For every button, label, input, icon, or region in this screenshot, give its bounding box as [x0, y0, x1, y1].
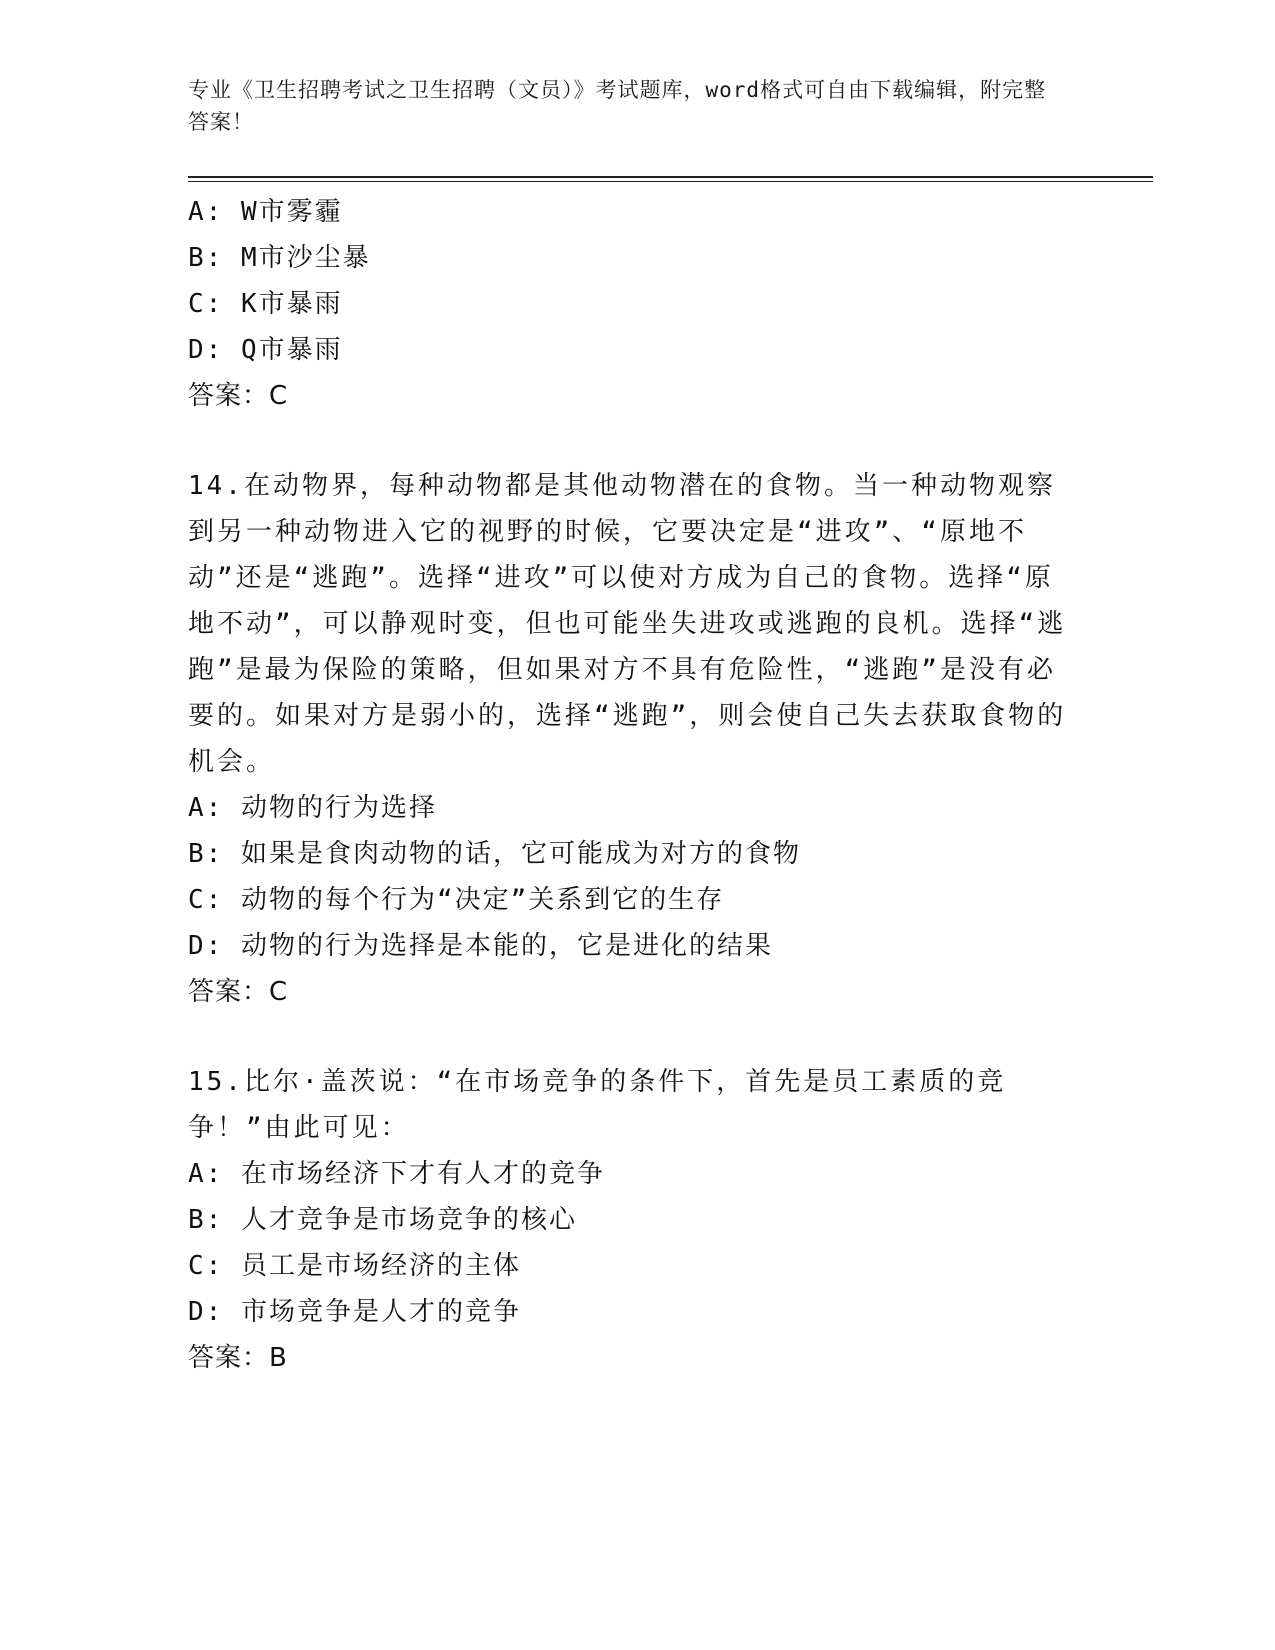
option-c: C: 动物的每个行为“决定”关系到它的生存 [188, 885, 725, 915]
option-b: B: 人才竞争是市场竞争的核心 [188, 1205, 577, 1235]
option-a: A: W市雾霾 [188, 197, 343, 227]
spacer [188, 419, 1068, 463]
header-divider-thin [188, 181, 1153, 182]
question-13-answer: 答案：C [188, 381, 289, 411]
option-a: A: 在市场经济下才有人才的竞争 [188, 1159, 605, 1189]
option-d: D: 市场竞争是人才的竞争 [188, 1297, 521, 1327]
option-a: A: 动物的行为选择 [188, 793, 437, 823]
option-b: B: 如果是食肉动物的话，它可能成为对方的食物 [188, 839, 801, 869]
option-d: D: 动物的行为选择是本能的，它是进化的结果 [188, 931, 773, 961]
option-c: C: 员工是市场经济的主体 [188, 1251, 521, 1281]
question-15-stem: 15.比尔·盖茨说：“在市场竞争的条件下，首先是员工素质的竞争！”由此可见： [188, 1067, 1007, 1143]
option-c: C: K市暴雨 [188, 289, 343, 319]
question-15-options [188, 1151, 1068, 1335]
question-content [188, 189, 1068, 1381]
spacer [188, 1015, 1068, 1059]
question-14-stem: 14.在动物界，每种动物都是其他动物潜在的食物。当一种动物观察到另一种动物进入它的视野的时候，它要决定是“进攻”、“原地不动”还是“逃跑”。选择“进攻”可以使对方成为自己的食物。选择“原地不动”，可以静观时变，但也可能坐失进攻或逃跑的良机。选择“逃跑”是最为保险的策略，但如果对方不具有危险性，“逃跑”是没有必要的。如果对方是弱小的，选择“逃跑”，则会使自己失去获取食物的机会。 [188, 471, 1067, 777]
question-14-answer: 答案：C [188, 977, 289, 1007]
question-15-answer: 答案：B [188, 1343, 288, 1373]
question-14-options [188, 785, 1068, 969]
question-13-options [188, 189, 1068, 373]
document-header: 专业《卫生招聘考试之卫生招聘（文员）》考试题库，word格式可自由下载编辑，附完整答案！ [188, 78, 1047, 134]
option-b: B: M市沙尘暴 [188, 243, 371, 273]
option-d: D: Q市暴雨 [188, 335, 343, 365]
header-divider [188, 176, 1153, 178]
